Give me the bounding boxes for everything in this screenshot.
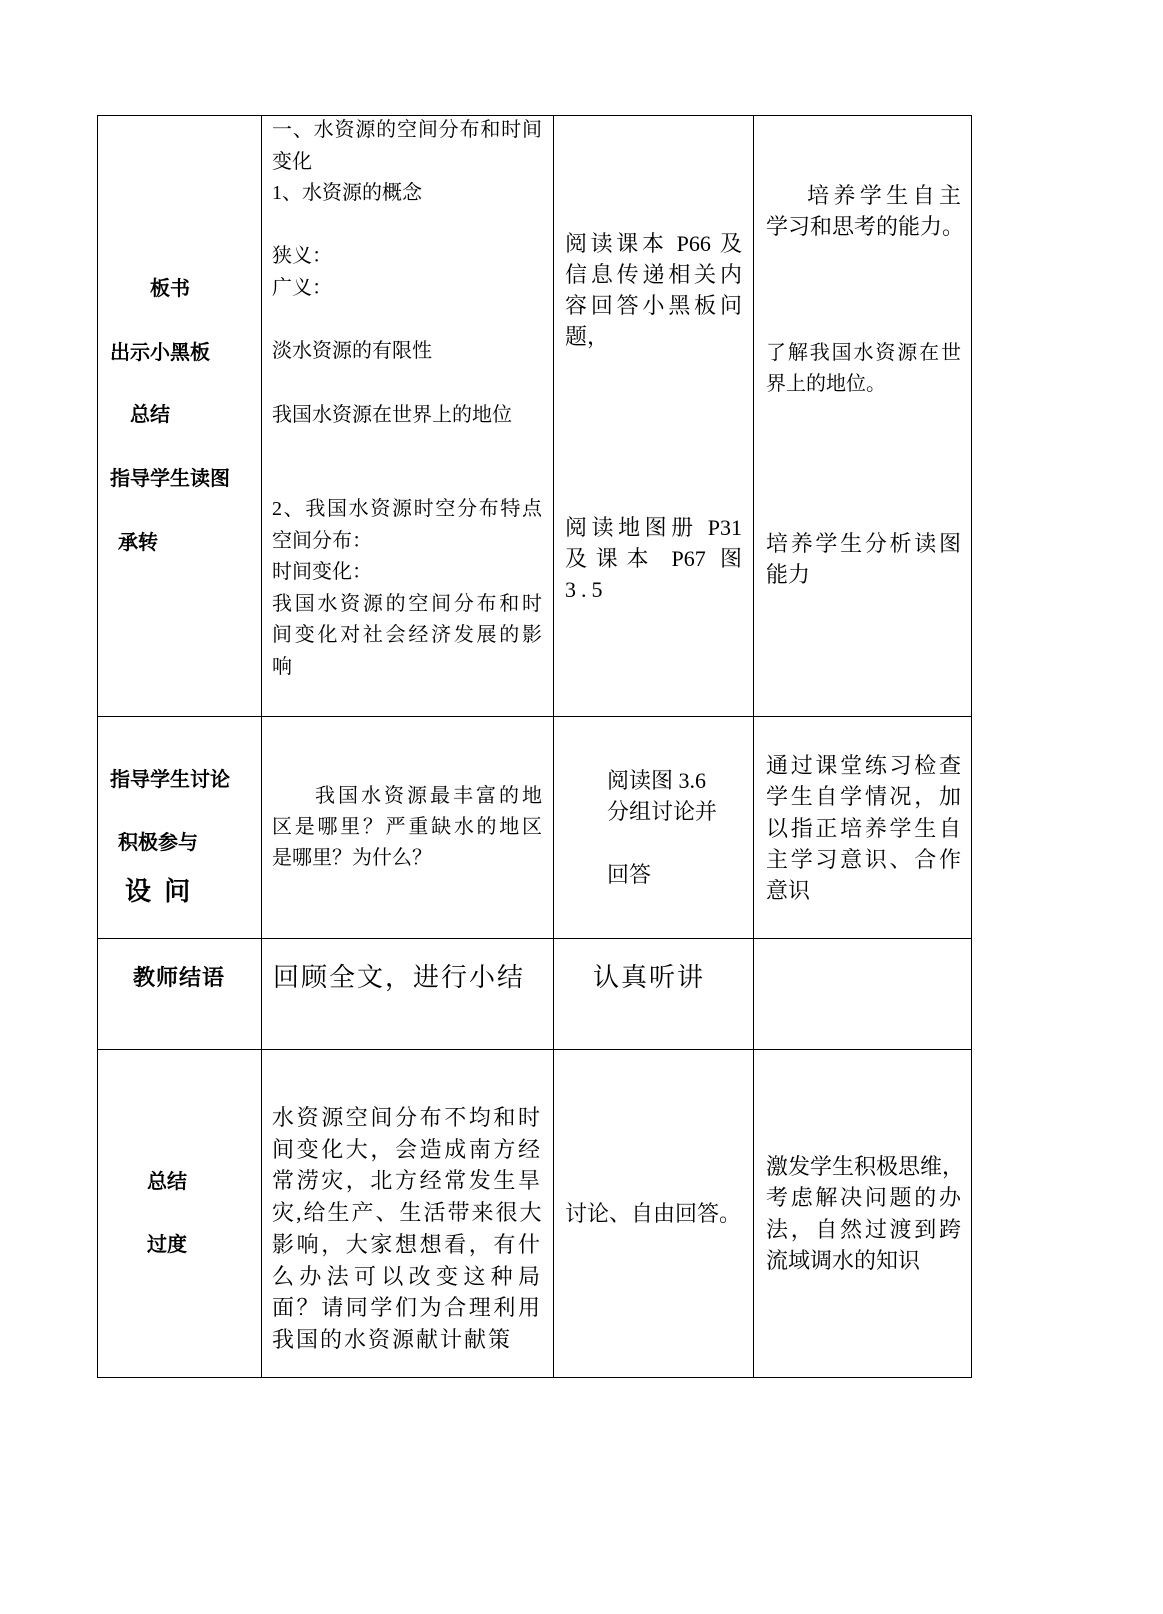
text-line: 学习和思考的能力。	[766, 214, 965, 239]
cell-discussion-teacher	[97, 716, 262, 939]
text-line: 了解我国水资源在世	[766, 342, 961, 364]
student-listen: 认真听讲	[593, 963, 706, 992]
content-conclusion: 回顾全文，进行小结	[273, 963, 526, 992]
text-line: 题，	[565, 324, 610, 349]
text-line: 我国水资源在世界上的地位	[272, 404, 512, 426]
cell-transition-student	[553, 1049, 754, 1378]
label-teacher-conclusion: 教师结语	[133, 965, 226, 990]
text-line: 我国的水资源献计献策	[272, 1326, 513, 1352]
text-line: 我国水资源的空间分布和时	[272, 592, 542, 615]
text-line: 水资源空间分布不均和时	[272, 1105, 542, 1130]
label-show-board: 出示小黑板	[110, 342, 210, 364]
purpose-discussion	[766, 750, 961, 906]
student-read-textbook	[565, 228, 742, 352]
student-read-figure	[607, 765, 717, 827]
purpose-world-status	[766, 338, 961, 400]
cell-conclusion-teacher	[97, 938, 262, 1050]
cell-board-teacher	[97, 115, 262, 717]
purpose-map-reading	[766, 528, 961, 590]
text-line: 3.5	[565, 577, 608, 602]
text-line: 界上的地位。	[766, 373, 886, 395]
content-distribution	[272, 494, 542, 683]
text-line: 培养学生自主	[807, 183, 961, 208]
text-line: 能力	[766, 562, 811, 587]
text-line: 常涝灾，北方经常发生旱	[272, 1168, 542, 1194]
text-line: 变化	[272, 150, 312, 173]
cell-board-student	[553, 115, 754, 717]
content-heading	[272, 115, 542, 210]
content-definitions	[272, 241, 542, 304]
purpose-self-study	[766, 180, 965, 242]
text-line: 间变化对社会经济发展的影	[272, 624, 542, 646]
text-line: 培养学生分析读图	[766, 531, 961, 556]
text-line: 考虑解决问题的办	[766, 1185, 961, 1211]
text-line: 灾,给生产、生活带来很大	[272, 1200, 544, 1226]
text-line: 阅读地图册 P31	[565, 515, 742, 540]
text-line: 广义：	[272, 276, 332, 299]
label-transition-2: 过度	[147, 1234, 187, 1256]
text-line: 面？请同学们为合理利用	[272, 1295, 542, 1321]
cell-conclusion-content	[261, 938, 554, 1050]
cell-conclusion-purpose	[753, 938, 972, 1050]
text-line: 流域调水的知识	[766, 1247, 921, 1273]
text-line: 及课本 P67 图	[565, 546, 742, 571]
content-limited	[272, 336, 542, 368]
label-guide-map: 指导学生读图	[110, 468, 230, 490]
text-line: 学生自学情况，加	[766, 784, 961, 810]
text-line: 一、水资源的空间分布和时间	[272, 119, 542, 141]
text-line: 讨论、自由回答。	[565, 1201, 742, 1226]
text-line: 阅读图 3.6	[607, 768, 707, 793]
text-line: 2、我国水资源时空分布特点	[272, 498, 542, 520]
cell-conclusion-student	[553, 938, 754, 1050]
content-transition	[272, 1102, 542, 1356]
text-line: 回答	[607, 862, 652, 887]
text-line: 影响，大家想想看，有什	[272, 1231, 542, 1257]
text-line: 时间变化：	[272, 561, 372, 583]
text-line: 间变化大，会造成南方经	[272, 1136, 542, 1162]
text-line: 以指正培养学生自	[766, 815, 961, 841]
student-answer	[607, 859, 651, 890]
text-line: 空间分布：	[272, 529, 372, 552]
cell-transition-teacher	[97, 1049, 262, 1378]
label-question: 设 问	[125, 876, 194, 906]
cell-discussion-student	[553, 716, 754, 939]
text-line: 阅读课本 P66 及	[565, 231, 742, 256]
cell-board-purpose	[753, 115, 972, 717]
student-read-atlas	[565, 512, 742, 605]
text-line: 法，自然过渡到跨	[766, 1216, 961, 1242]
cell-board-content	[261, 115, 554, 717]
text-line: 容回答小黑板问	[565, 293, 742, 318]
text-line: 淡水资源的有限性	[272, 340, 432, 362]
cell-transition-content	[261, 1049, 554, 1378]
cell-transition-purpose	[753, 1049, 972, 1378]
text-line: 信息传递相关内	[565, 262, 742, 287]
text-line: 分组讨论并	[607, 799, 718, 824]
label-summary-2: 总结	[147, 1171, 187, 1193]
cell-discussion-content	[261, 716, 554, 939]
text-line: 激发学生积极思维，	[766, 1154, 965, 1179]
content-world-status	[272, 400, 542, 432]
text-line: 区是哪里？严重缺水的地区	[272, 816, 542, 838]
text-line: 我国水资源最丰富的地	[315, 785, 542, 807]
text-line: 1、水资源的概念	[272, 182, 422, 204]
label-guide-discussion: 指导学生讨论	[110, 769, 230, 791]
text-line: 么办法可以改变这种局	[272, 1263, 542, 1289]
text-line: 是哪里？为什么？	[272, 847, 432, 869]
student-free-answer	[565, 1198, 741, 1229]
purpose-transition	[766, 1151, 965, 1276]
text-line: 响	[272, 655, 292, 678]
content-discussion-question	[272, 781, 542, 874]
label-participate: 积极参与	[118, 832, 198, 854]
label-transition: 承转	[118, 532, 158, 554]
text-line: 意识	[766, 878, 811, 903]
label-board: 板书	[150, 278, 190, 300]
cell-discussion-purpose	[753, 716, 972, 939]
text-line: 狭义：	[272, 245, 332, 267]
text-line: 主学习意识、合作	[766, 846, 961, 872]
text-line: 通过课堂练习检查	[766, 753, 961, 778]
label-summary: 总结	[130, 404, 170, 426]
